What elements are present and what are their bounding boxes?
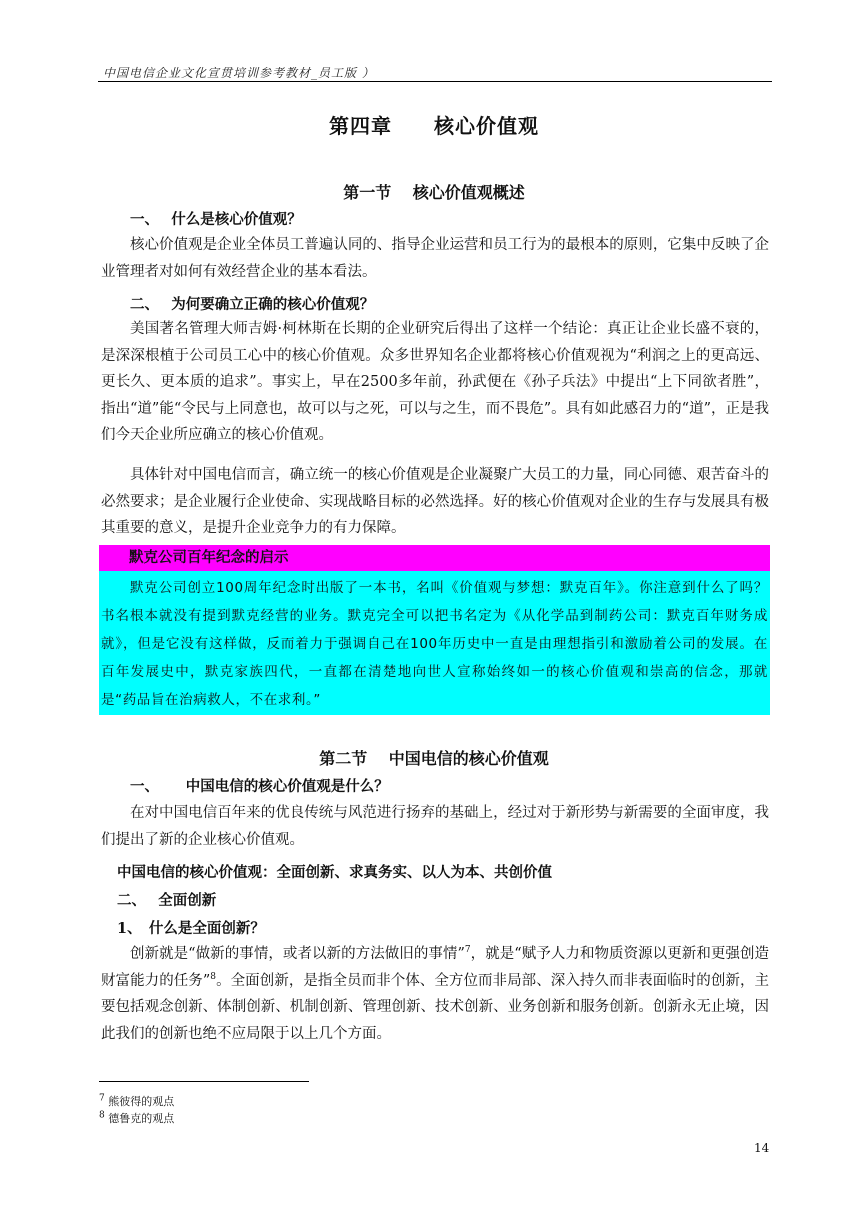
footnote-separator [99, 1081, 309, 1082]
footnote-8 [99, 1112, 174, 1126]
chapter-title: 第四章 核心价值观 [329, 114, 539, 138]
section-2-paragraph-2 [101, 941, 769, 1047]
footnote-ref-8: 8 [210, 971, 217, 982]
footnote-text-8: 德鲁克的观点 [108, 1112, 175, 1125]
footnote-number-8: 8 [99, 1110, 105, 1121]
section-2-heading-1: 一、 中国电信的核心价值观是什么？ [130, 778, 389, 795]
header-rule [98, 81, 772, 82]
section-1-heading-2: 二、 为何要确立正确的核心价值观？ [130, 296, 375, 313]
section-2-paragraph-1: 在对中国电信百年来的优良传统与风范进行扬弃的基础上，经过对于新形势与新需要的全面审度，我们提出了新的企业核心价值观。 [101, 805, 769, 848]
innovation-text-a: 创新就是“做新的事情，或者以新的方法做旧的事情” [130, 946, 465, 962]
section-2-title: 第二节 中国电信的核心价值观 [319, 749, 549, 768]
section-1-paragraph-3: 具体针对中国电信而言，确立统一的核心价值观是企业凝聚广大员工的力量，同心同德、艰苦奋斗的必然要求；是企业履行企业使命、实现战略目标的必然选择。好的核心价值观对企业的生存与发展具有极其重要的意义，是提升企业竞争力的有力保障。 [101, 467, 769, 536]
core-values-statement: 中国电信的核心价值观：全面创新、求真务实、以人为本、共创价值 [117, 864, 552, 881]
footnote-ref-7: 7 [464, 945, 471, 956]
case-box-title: 默克公司百年纪念的启示 [99, 545, 770, 571]
footnote-7 [99, 1095, 174, 1109]
innovation-text-c: 。全面创新，是指全员而非个体、全方位而非局部、深入持久而非表面临时的创新，主要包括观念创新、体制创新、机制创新、管理创新、技术创新、业务创新和服务创新。创新永无止境，因此我们的创新也绝不应局限于以上几个方面。 [101, 972, 769, 1042]
running-header: 中国电信企业文化宣贯培训参考教材_员工版 ） [103, 66, 375, 80]
case-box-body: 默克公司创立100周年纪念时出版了一本书，名叫《价值观与梦想：默克百年》。你注意到什么了吗？书名根本就没有提到默克经营的业务。默克完全可以把书名定为《从化学品到制药公司：默克百年财务成就》，但是它没有这样做，反而着力于强调自己在100年历史中一直是由理想指引和激励着公司的发展。在百年发展史中，默克家族四代，一直都在清楚地向世人宣称始终如一的核心价值观和崇高的信念，那就是“药品旨在治病救人，不在求利。” [99, 571, 770, 715]
footnote-text-7: 熊彼得的观点 [108, 1095, 175, 1108]
section-2-heading-2: 二、 全面创新 [117, 892, 217, 909]
section-1-heading-1: 一、 什么是核心价值观？ [130, 211, 302, 228]
section-1-title: 第一节 核心价值观概述 [343, 183, 525, 202]
page-number: 14 [754, 1141, 770, 1155]
section-1-paragraph-2: 美国著名管理大师吉姆·柯林斯在长期的企业研究后得出了这样一个结论：真正让企业长盛不衰的，是深深根植于公司员工心中的核心价值观。众多世界知名企业都将核心价值观视为“利润之上的更高远、更长久、更本质的追求”。事实上，早在2500多年前，孙武便在《孙子兵法》中提出“上下同欲者胜”，指出“道”能“令民与上同意也，故可以与之死，可以与之生，而不畏危”。具有如此感召力的“道”，正是我们今天企业所应确立的核心价值观。 [101, 321, 769, 443]
section-2-heading-3: 1、 什么是全面创新？ [117, 920, 265, 937]
footnote-number-7: 7 [99, 1093, 105, 1104]
innovation-text-b: ，就是“赋予人力和物质资源以更新和更强创造财富能力的任务” [101, 946, 769, 989]
section-1-paragraph-1: 核心价值观是企业全体员工普遍认同的、指导企业运营和员工行为的最根本的原则，它集中反映了企业管理者对如何有效经营企业的基本看法。 [101, 237, 769, 280]
